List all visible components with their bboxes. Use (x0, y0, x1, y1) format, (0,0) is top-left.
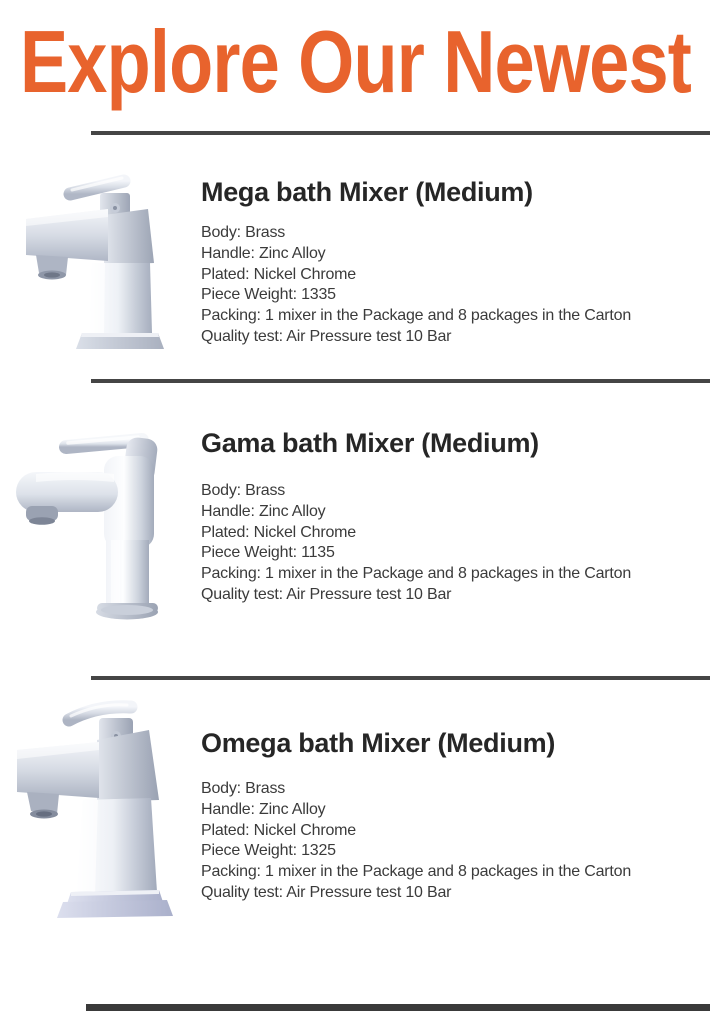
spec-line-body: Body: Brass (201, 482, 286, 499)
spec-line-body: Body: Brass (201, 224, 286, 241)
spec-line-weight: Piece Weight: 1135 (201, 544, 335, 562)
spec-line-weight: Piece Weight: 1325 (201, 842, 336, 860)
gama-faucet-image (8, 420, 193, 625)
divider-after-product-1 (91, 379, 710, 383)
divider-page-bottom (86, 1004, 710, 1011)
spec-line-quality: Quality test: Air Pressure test 10 Bar (201, 585, 452, 603)
spec-line-plated: Plated: Nickel Chrome (201, 265, 356, 283)
page-title: Explore Our Newest (20, 12, 691, 111)
spec-line-packing: Packing: 1 mixer in the Package and 8 packages in the Carton (201, 307, 632, 325)
square-faucet-illustration (12, 163, 187, 358)
spec-line-body: Body: Brass (201, 780, 286, 797)
round-faucet-illustration (8, 420, 193, 625)
spec-line-weight: Piece Weight: 1335 (201, 286, 336, 304)
product-title: Omega bath Mixer (Medium) (201, 728, 556, 758)
product-title: Mega bath Mixer (Medium) (201, 177, 533, 207)
spec-line-handle: Handle: Zinc Alloy (201, 502, 326, 520)
spec-line-plated: Plated: Nickel Chrome (201, 523, 356, 541)
divider-under-title (91, 131, 710, 135)
product-title: Gama bath Mixer (Medium) (201, 428, 539, 458)
product-specs (201, 481, 706, 606)
divider-after-product-2 (91, 676, 710, 680)
spec-line-quality: Quality test: Air Pressure test 10 Bar (201, 327, 452, 345)
product-specs (201, 223, 706, 348)
spec-line-plated: Plated: Nickel Chrome (201, 821, 356, 839)
spec-line-packing: Packing: 1 mixer in the Package and 8 packages in the Carton (201, 565, 632, 583)
omega-faucet-image (6, 692, 193, 920)
spec-line-handle: Handle: Zinc Alloy (201, 244, 326, 262)
mega-faucet-image (12, 163, 187, 358)
product-specs (201, 779, 706, 904)
spec-line-quality: Quality test: Air Pressure test 10 Bar (201, 883, 452, 901)
square-faucet-tall-illustration (6, 692, 193, 920)
spec-line-handle: Handle: Zinc Alloy (201, 800, 326, 818)
spec-line-packing: Packing: 1 mixer in the Package and 8 packages in the Carton (201, 863, 632, 881)
